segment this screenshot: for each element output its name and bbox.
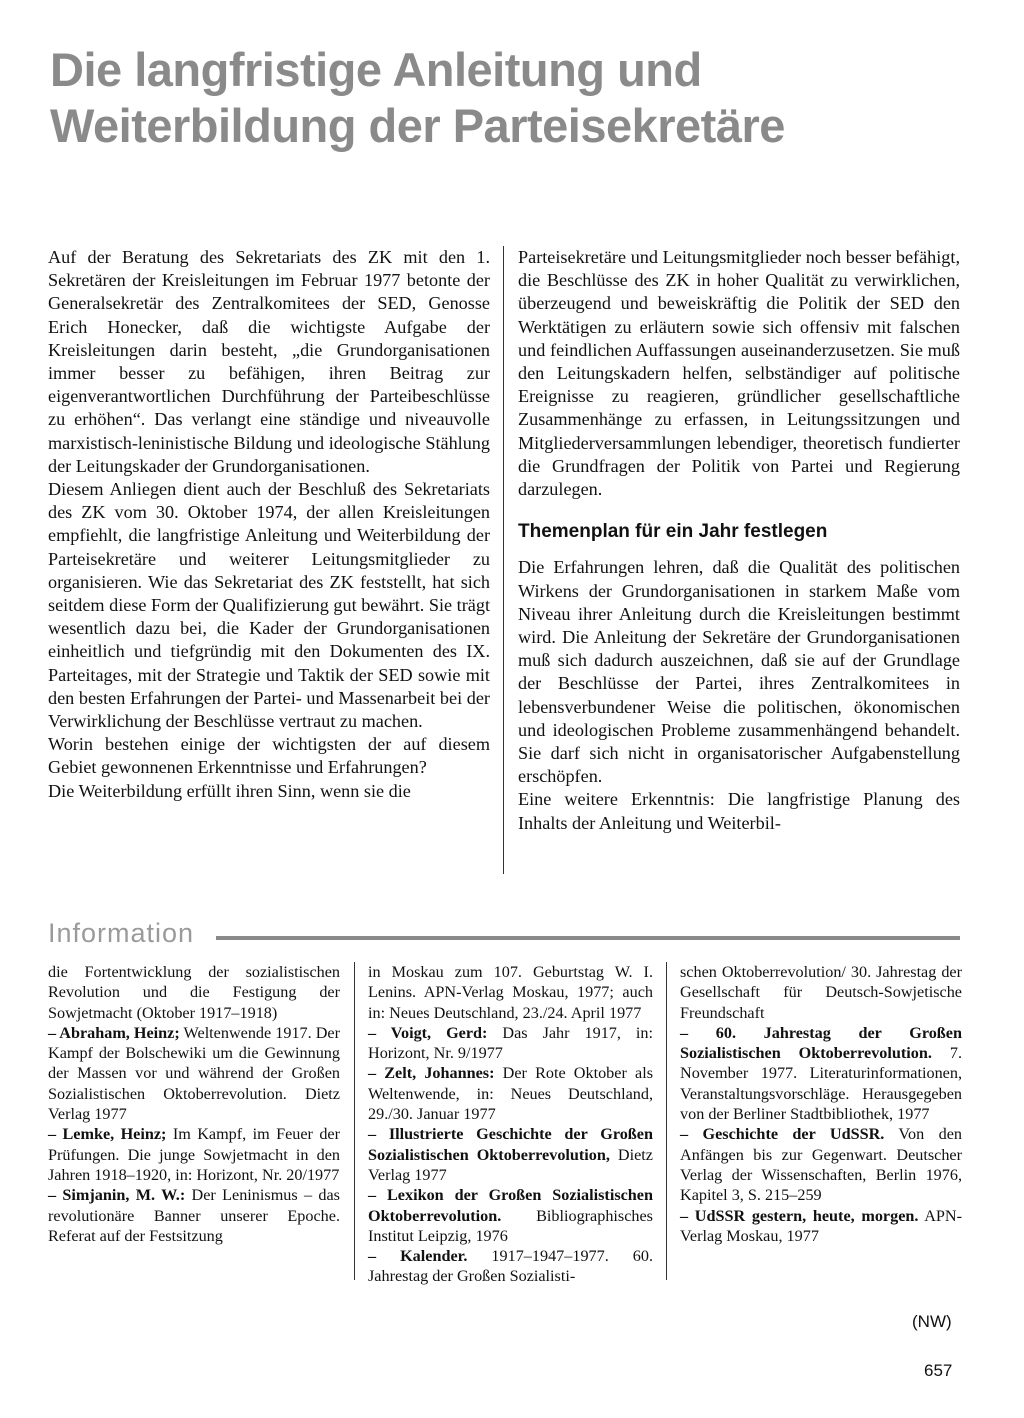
reference-text: in Moskau zum 107. Geburtstag W. I. Lenins. APN-Verlag Moskau, 1977; auch in: Neues Deutschland, 23./24. April 1977: [368, 963, 653, 1022]
title-line-2: Weiterbildung der Parteisekretäre: [50, 99, 785, 152]
information-rule: [216, 936, 960, 940]
reference-author: – Simjanin, M. W.:: [48, 1186, 186, 1205]
info-column-2: [368, 962, 653, 1287]
reference-text: APN-Verlag Moskau, 1977: [680, 1206, 962, 1245]
reference-text: Der Rote Oktober als Weltenwende, in: Neues Deutschland, 29./30. Januar 1977: [368, 1064, 653, 1124]
reference-entry: [48, 1185, 340, 1246]
author-signature: (NW): [912, 1312, 952, 1331]
reference-entry: [680, 1023, 962, 1124]
reference-text: Von den Anfängen bis zur Gegenwart. Deutscher Verlag der Wissenschaften, Berlin 1976, Kapitel 3, S. 215–259: [680, 1125, 962, 1205]
information-heading: Information: [48, 918, 195, 948]
reference-entry: [680, 1124, 962, 1205]
reference-author: – Geschichte der UdSSR.: [680, 1125, 885, 1144]
info-column-divider: [354, 962, 355, 1280]
reference-text: schen Oktoberrevolution/ 30. Jahrestag der Gesellschaft für Deutsch-Sowjetische Freundschaft: [680, 963, 962, 1022]
page-number: 657: [924, 1361, 953, 1380]
reference-author: – Illustrierte Geschichte der Großen Sozialistischen Oktoberrevolution,: [368, 1125, 653, 1164]
reference-entry: [368, 1246, 653, 1287]
body-column-right: [518, 246, 960, 835]
reference-author: – Voigt, Gerd:: [368, 1023, 488, 1042]
reference-entry: [48, 1023, 340, 1124]
reference-author: – Abraham, Heinz;: [48, 1023, 180, 1042]
reference-author: – Zelt, Johannes:: [368, 1064, 495, 1083]
reference-text: die Fortentwicklung der sozialistischen Revolution und die Festigung der Sowjetmacht (Oktober 1917–1918): [48, 963, 340, 1022]
reference-text: Weltenwende 1917. Der Kampf der Bolschewiki um die Gewinnung der Massen vor und während der Großen Sozialistischen Oktoberrevolution. Dietz Verlag 1977: [48, 1023, 340, 1124]
reference-author: – UdSSR gestern, heute, morgen.: [680, 1206, 919, 1225]
reference-author: – 60. Jahrestag der Großen Sozialistischen Oktoberrevolution.: [680, 1023, 962, 1063]
reference-author: – Kalender.: [368, 1247, 468, 1266]
title-line-1: Die langfristige Anleitung und: [50, 43, 702, 96]
article-title: [50, 42, 950, 154]
reference-text: Der Leninismus – das revolutionäre Banner unserer Epoche. Referat auf der Festsitzung: [48, 1186, 340, 1245]
reference-entry: [368, 1124, 653, 1185]
reference-text: 1917–1947–1977. 60. Jahrestag der Großen Sozialisti-: [368, 1247, 653, 1286]
section-heading: Themenplan für ein Jahr festlegen: [518, 521, 828, 543]
reference-entry: [368, 1185, 653, 1246]
reference-text: 7. November 1977. Literaturinformationen, Veranstaltungsvorschläge. Herausgegeben von der Berliner Stadtbibliothek, 1977: [680, 1044, 962, 1124]
reference-entry: [48, 1124, 340, 1185]
info-column-1: [48, 962, 340, 1246]
reference-entry: [680, 1206, 962, 1247]
reference-text: Das Jahr 1917, in: Horizont, Nr. 9/1977: [368, 1023, 653, 1063]
column-divider: [503, 246, 504, 874]
paragraph: Die Erfahrungen lehren, daß die Qualität des politischen Wirkens der Grundorganisationen in starkem Maße vom Niveau ihrer Anleitung durch die Kreisleitungen bestimmt wird. Die Anleitung der Sekretäre der Grundorganisationen muß sich dadurch auszeichnen, daß sie auf der Grundlage der Beschlüsse der Partei, ihres Zentralkomitees in lebensverbundener Weise die politischen, ökonomischen und ideologischen Probleme zusammenhängend behandelt. Sie darf sich nicht in organisatorischer Aufgabenstellung erschöpfen.: [518, 557, 960, 787]
paragraph: Worin bestehen einige der wichtigsten der auf diesem Gebiet gewonnenen Erkenntnisse und Erfahrungen?: [48, 734, 490, 778]
reference-text: Im Kampf, im Feuer der Prüfungen. Die junge Sowjetmacht in den Jahren 1918–1920, in: Horizont, Nr. 20/1977: [48, 1125, 340, 1184]
reference-entry: [368, 1023, 653, 1064]
reference-text: Dietz Verlag 1977: [368, 1145, 653, 1184]
reference-entry: [48, 962, 340, 1023]
body-column-left: [48, 246, 490, 803]
paragraph: Parteisekretäre und Leitungsmitglieder noch besser befähigt, die Beschlüsse des ZK in hoher Qualität zu verwirklichen, überzeugend und beweiskräftig die Politik der SED den Werktätigen zu erläutern sowie sich offensiv mit falschen und feindlichen Auffassungen auseinanderzusetzen. Sie muß den Leitungskadern helfen, selbständiger auf politische Ereignisse zu reagieren, gründlicher gesellschaftliche Zusammenhänge zu erfassen, in Leitungssitzungen und Mitgliederversammlungen lebendiger, theoretisch fundierter die Grundfragen der Politik von Partei und Regierung darzulegen.: [518, 247, 960, 500]
paragraph: Auf der Beratung des Sekretariats des ZK mit den 1. Sekretären der Kreisleitungen im Februar 1977 betonte der Generalsekretär des Zentralkomitees der SED, Genosse Erich Honecker, daß die wichtigste Aufgabe der Kreisleitungen darin besteht, „die Grundorganisationen immer besser zu befähigen, ihren Beitrag zur eigenverantwortlichen Durchführung der Parteibeschlüsse zu erhöhen“. Das verlangt eine ständige und niveauvolle marxistisch-leninistische Bildung und ideologische Stählung der Leitungskader der Grundorganisationen.: [48, 247, 490, 476]
paragraph: Diesem Anliegen dient auch der Beschluß des Sekretariats des ZK vom 30. Oktober 1974, der allen Kreisleitungen empfiehlt, die langfristige Anleitung und Weiterbildung der Parteisekretäre und weiterer Leitungsmitglieder zu organisieren. Wie das Sekretariat des ZK feststellt, hat sich seitdem diese Form der Qualifizierung gut bewährt. Sie trägt wesentlich dazu bei, die Kader der Grundorganisationen einheitlich und tiefgründig mit den Dokumenten des IX. Parteitages, mit der Strategie und Taktik der SED sowie mit den besten Erfahrungen der Partei- und Massenarbeit bei der Verwirklichung der Beschlüsse vertraut zu machen.: [48, 479, 490, 732]
reference-author: – Lexikon der Großen Sozialistischen Oktoberrevolution.: [368, 1186, 653, 1225]
info-column-divider: [666, 962, 667, 1280]
paragraph: Die Weiterbildung erfüllt ihren Sinn, wenn sie die: [48, 780, 411, 801]
reference-entry: [680, 962, 962, 1023]
reference-entry: [368, 1063, 653, 1124]
info-column-3: [680, 962, 962, 1246]
reference-text: Bibliographisches Institut Leipzig, 1976: [368, 1206, 653, 1245]
reference-entry: [368, 962, 653, 1023]
reference-author: – Lemke, Heinz;: [48, 1125, 167, 1144]
paragraph: Eine weitere Erkenntnis: Die langfristige Planung des Inhalts der Anleitung und Weiterbil-: [518, 789, 960, 833]
